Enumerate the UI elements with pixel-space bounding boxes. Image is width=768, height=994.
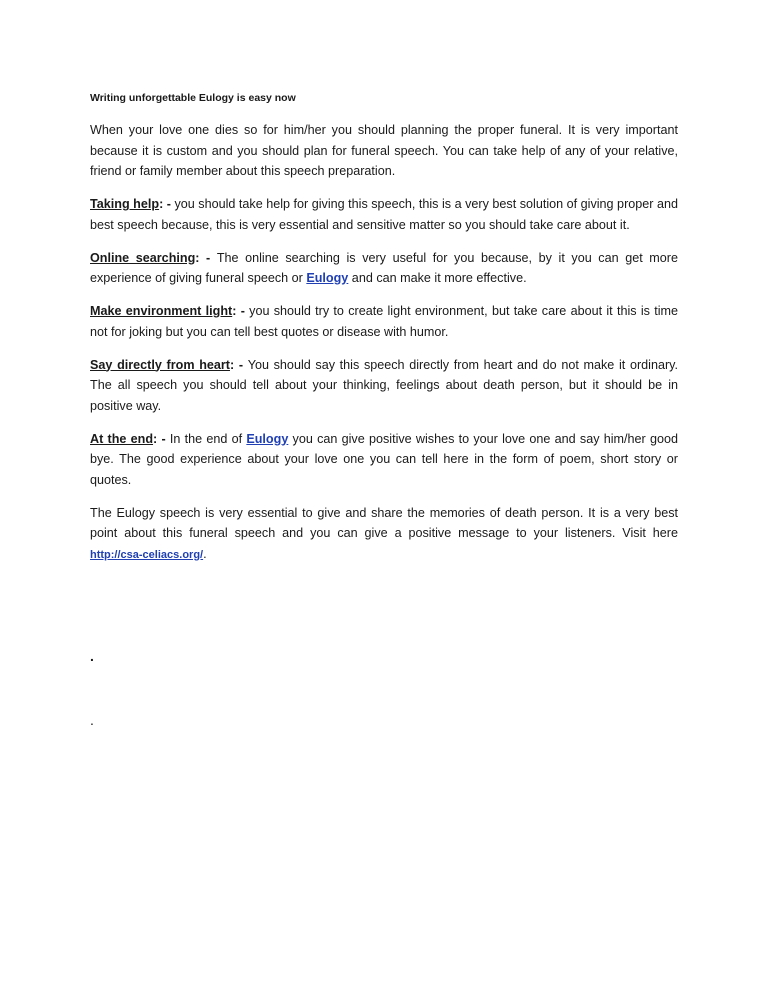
section-text: The online searching is very useful for you because, by it you can get more experience of giving funeral speech or (90, 250, 678, 285)
section-heading: Online searching (90, 250, 196, 265)
stray-dot: . (90, 648, 94, 664)
eulogy-link[interactable]: Eulogy (306, 271, 349, 285)
closing-paragraph (90, 503, 678, 566)
section-text: You should say this speech directly from heart and do not make it ordinary. The all speech you should tell about your thinking, feelings about death person, but it should be in positive way. (90, 357, 679, 413)
section-separator: : - (195, 250, 217, 265)
stray-dot: . (90, 712, 94, 728)
section-heading: Taking help (90, 197, 160, 211)
section-separator: : - (153, 431, 170, 446)
section-text-after: and can make it more effective. (348, 271, 527, 285)
section-separator: : - (229, 357, 248, 372)
section-heading: At the end (90, 431, 154, 446)
section-at-the-end (90, 429, 678, 491)
website-link[interactable]: http://csa-celiacs.org/ (90, 548, 204, 561)
document-title: Writing unforgettable Eulogy is easy now (90, 92, 296, 104)
section-text: In the end of (169, 431, 247, 446)
section-heading: Make environment light (90, 304, 233, 318)
section-text: you should take help for giving this speech, this is a very best solution of giving proper and best speech because, this is very essential and sensitive matter so you should take care about it. (90, 197, 678, 232)
section-text: you should try to create light environment, but take care about it this is time not for joking but you can tell best quotes or disease with humor. (90, 304, 679, 339)
section-online-searching (90, 248, 678, 289)
closing-text: The Eulogy speech is very essential to give and share the memories of death person. It is a very best point about this funeral speech and you can give a positive message to your listeners. Visit here (90, 505, 678, 540)
section-separator: : - (159, 197, 175, 211)
section-from-heart (90, 355, 678, 417)
section-separator: : - (232, 304, 250, 318)
section-heading: Say directly from heart (90, 357, 230, 372)
section-text-after: you can give positive wishes to your love one and say him/her good bye. The good experience about your love one you can tell here in the form of poem, short story or quotes. (90, 431, 678, 487)
document-page (90, 91, 678, 578)
section-environment-light (90, 301, 678, 342)
section-taking-help (90, 194, 678, 235)
eulogy-link[interactable]: Eulogy (246, 431, 289, 446)
closing-period: . (203, 546, 207, 561)
intro-paragraph: When your love one dies so for him/her you should planning the proper funeral. It is very important because it is custom and you should plan for funeral speech. You can take help of any of your relative, friend or family member about this speech preparation. (90, 123, 678, 178)
